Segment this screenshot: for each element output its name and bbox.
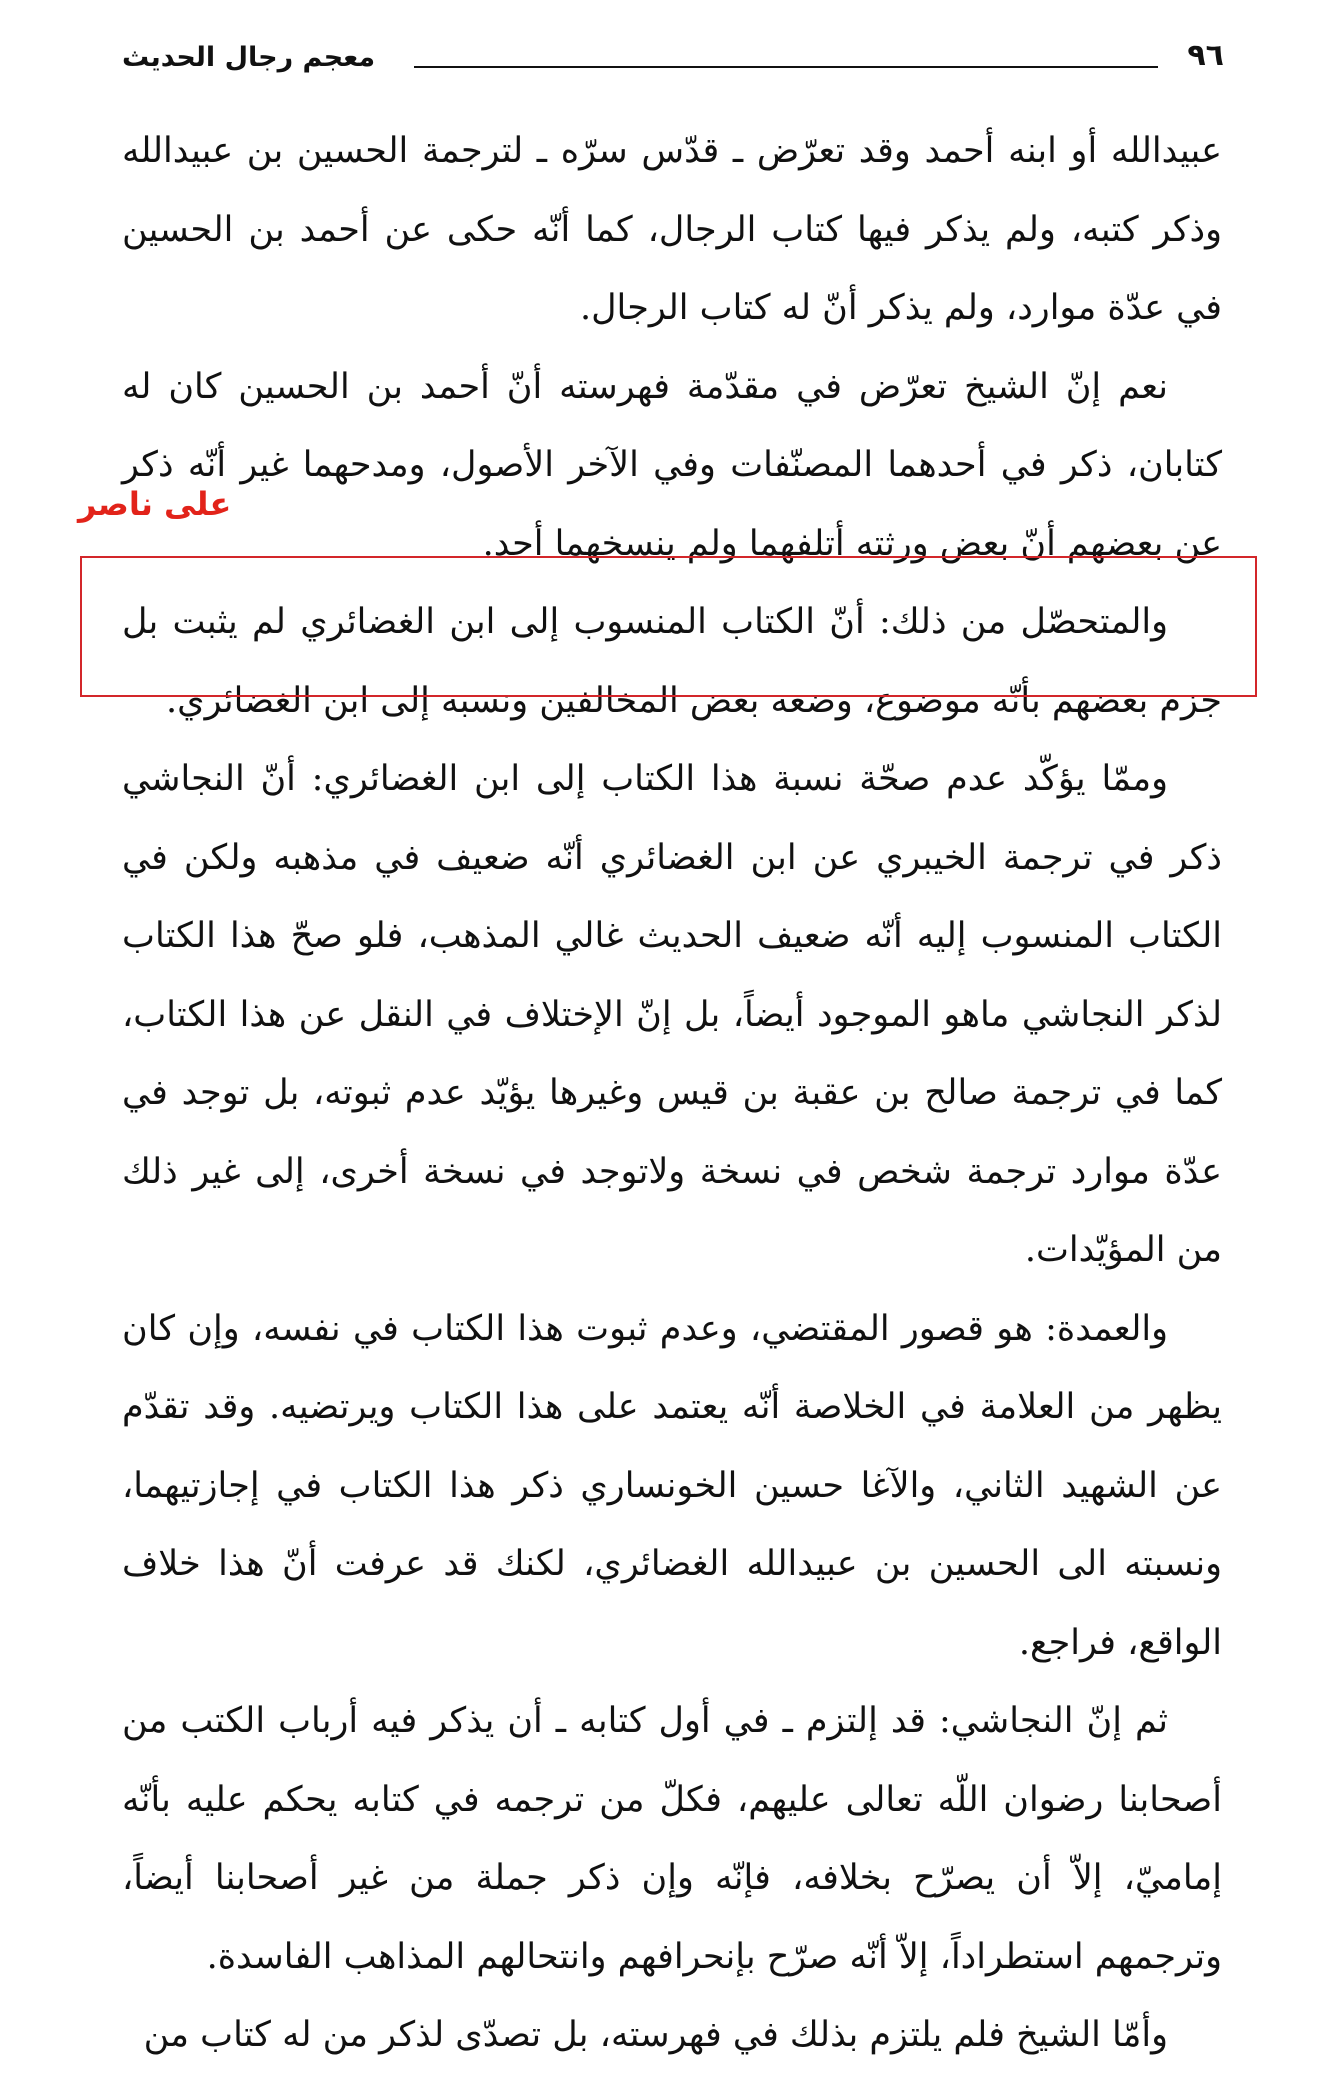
page-body	[122, 112, 1222, 2075]
book-title: معجم رجال الحديث	[122, 42, 376, 73]
paragraph-3-highlighted: والمتحصّل من ذلك: أنّ الكتاب المنسوب إلى ابن الغضائري لم يثبت بل جزم بعضهم بأنّه موضوع، وضعه بعض المخالفين ونسبه إلى ابن الغضائري.	[122, 602, 1222, 721]
paragraph-4: وممّا يؤكّد عدم صحّة نسبة هذا الكتاب إلى ابن الغضائري: أنّ النجاشي ذكر في ترجمة الخيبري عن ابن الغضائري أنّه ضعيف في مذهبه ولكن في الكتاب المنسوب إليه أنّه ضعيف الحديث غالي المذهب، فلو صحّ هذا الكتاب لذكر النجاشي ماهو الموجود أيضاً، بل إنّ الإختلاف في النقل عن هذا الكتاب، كما في ترجمة صالح بن عقبة بن قيس وغيرها يؤيّد عدم ثبوته، بل توجد في عدّة موارد ترجمة شخص في نسخة ولاتوجد في نسخة أخرى، إلى غير ذلك من المؤيّدات.	[122, 759, 1222, 1270]
handwritten-annotation: على ناصر	[78, 485, 232, 523]
running-header	[122, 38, 1224, 88]
paragraph-6: ثم إنّ النجاشي: قد إلتزم ـ في أول كتابه ـ أن يذكر فيه أرباب الكتب من أصحابنا رضوان اللّه تعالى عليهم، فكلّ من ترجمه في كتابه يحكم عليه بأنّه إماميّ، إلاّ أن يصرّح بخلافه، فإنّه وإن ذكر جملة من غير أصحابنا أيضاً، وترجمهم استطراداً، إلاّ أنّه صرّح بإنحرافهم وانتحالهم المذاهب الفاسدة.	[122, 1701, 1222, 1977]
page-number: ٩٦	[1187, 38, 1224, 73]
paragraph-1: عبيدالله أو ابنه أحمد وقد تعرّض ـ قدّس سرّه ـ لترجمة الحسين بن عبيدالله وذكر كتبه، ولم يذكر فيها كتاب الرجال، كما أنّه حكى عن أحمد بن الحسين في عدّة موارد، ولم يذكر أنّ له كتاب الرجال.	[122, 131, 1222, 328]
highlight-box	[80, 556, 1257, 697]
paragraph-5: والعمدة: هو قصور المقتضي، وعدم ثبوت هذا الكتاب في نفسه، وإن كان يظهر من العلامة في الخلاصة أنّه يعتمد على هذا الكتاب ويرتضيه. وقد تقدّم عن الشهيد الثاني، والآغا حسين الخونساري ذكر هذا الكتاب في إجازتيهما، ونسبته الى الحسين بن عبيدالله الغضائري، لكنك قد عرفت أنّ هذا خلاف الواقع، فراجع.	[122, 1308, 1222, 1663]
paragraph-7: وأمّا الشيخ فلم يلتزم بذلك في فهرسته، بل تصدّى لذكر من له كتاب من	[143, 2015, 1168, 2055]
paragraph-2: نعم إنّ الشيخ تعرّض في مقدّمة فهرسته أنّ أحمد بن الحسين كان له كتابان، ذكر في أحدهما المصنّفات وفي الآخر الأصول، ومدحهما غير أنّه ذكر عن بعضهم أنّ بعض ورثته أتلفهما ولم ينسخهما أحد.	[122, 366, 1222, 564]
header-rule	[414, 66, 1158, 68]
